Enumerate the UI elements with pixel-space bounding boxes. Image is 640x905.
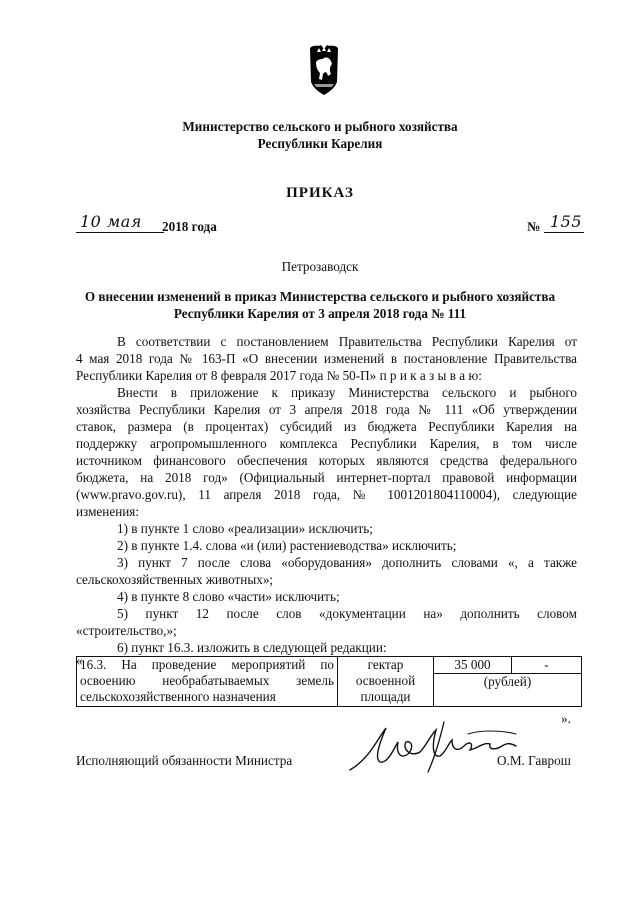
city: Петрозаводск <box>281 259 359 274</box>
text-line: изменения: <box>76 504 140 519</box>
list-item-continuation: сельскохозяйственных животных»; <box>76 572 274 587</box>
cell-line: освоению необрабатываемых земель <box>80 673 334 688</box>
ministry-name-line1: Министерство сельского и рыбного хозяйства <box>182 119 458 134</box>
table-cell-rate: 35 000 <box>434 657 512 674</box>
date-field <box>76 212 164 233</box>
signatory-name: О.М. Гаврош <box>497 753 571 768</box>
subject-line1: О внесении изменений в приказ Министерства сельского и рыбного хозяйства <box>84 289 556 304</box>
number-prefix: № <box>527 219 541 234</box>
cell-line: гектар <box>367 657 404 672</box>
cell-line: площади <box>360 689 411 704</box>
list-item: 4) в пункте 8 слово «части» исключить; <box>117 589 340 604</box>
text-line: бюджета, на 2018 год» (Официальный интернет-портал правовой информации <box>76 470 577 485</box>
table-cell-description <box>76 653 338 707</box>
list-item: 2) в пункте 1.4. слова «и (или) растениеводства» исключить; <box>117 538 457 553</box>
quote-open: « <box>76 653 83 668</box>
text-line: В соответствии с постановлением Правительства Республики Карелия от <box>117 334 577 349</box>
handwritten-date: 10 мая <box>80 212 142 231</box>
text-line: источником финансового обеспечения которых являются средства федерального <box>76 453 577 468</box>
number-field <box>544 212 584 233</box>
signatory-position: Исполняющий обязанности Министра <box>76 753 293 768</box>
cell-line: освоенной <box>355 673 416 688</box>
cell-line: 16.3. На проведение мероприятий по <box>80 657 334 672</box>
text-line: Внести в приложение к приказу Министерства сельского и рыбного <box>117 385 577 400</box>
rates-table <box>76 653 582 707</box>
text-line: Республики Карелия от 8 февраля 2017 года № 50-П» п р и к а з ы в а ю: <box>76 368 482 383</box>
list-item-continuation: «строительство,»; <box>76 623 177 638</box>
subject-line2: Республики Карелия от 3 апреля 2018 года № 111 <box>173 306 467 321</box>
table-cell-percent: - <box>512 657 582 674</box>
list-item: 1) в пункте 1 слово «реализации» исключить; <box>117 521 373 536</box>
table-cell-unit-measure <box>338 657 434 707</box>
quote-close: ». <box>561 711 571 726</box>
list-item: 3) пункт 7 после слова «оборудования» дополнить словами «, а также <box>117 555 577 570</box>
date-year: 2018 года <box>162 219 217 234</box>
coat-of-arms-emblem <box>305 44 343 96</box>
text-line: ставок, размера (в процентах) субсидий из бюджета Республики Карелия на <box>76 419 577 434</box>
cell-line: сельскохозяйственного назначения <box>80 689 276 704</box>
text-line: поддержку агропромышленного комплекса Республики Карелия, в том числе <box>76 436 577 451</box>
text-line: хозяйства Республики Карелия от 3 апреля 2018 года № 111 «Об утверждении <box>76 402 577 417</box>
handwritten-number: 155 <box>550 212 583 231</box>
list-item: 5) пункт 12 после слов «документации на» дополнить словом <box>117 606 577 621</box>
table-cell-currency: (рублей) <box>434 674 582 707</box>
document-title: ПРИКАЗ <box>286 185 354 201</box>
list-item: 6) пункт 16.3. изложить в следующей редакции: <box>117 640 387 655</box>
text-line: (www.pravo.gov.ru), 11 апреля 2018 года, № 1001201804110004), следующие <box>76 487 577 502</box>
ministry-name-line2: Республики Карелия <box>257 136 383 151</box>
text-line: 4 мая 2018 года № 163-П «О внесении изменений в постановление Правительства <box>76 351 577 366</box>
